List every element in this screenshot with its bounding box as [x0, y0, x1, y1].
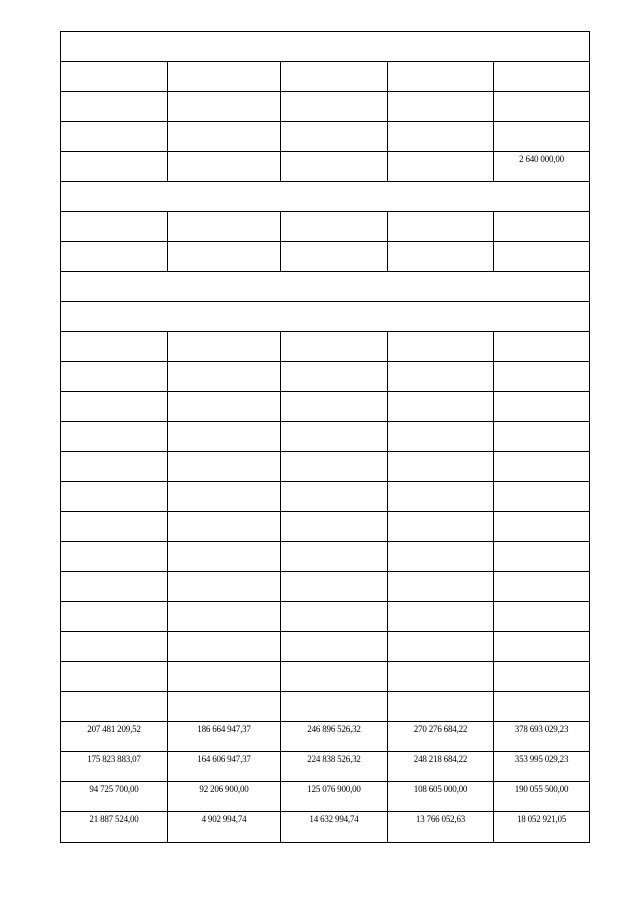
cell-value — [281, 422, 387, 425]
cell-value — [61, 632, 167, 635]
section-row — [61, 302, 590, 332]
table-cell — [388, 332, 494, 362]
cell-value: 246 896 526,32 — [307, 724, 361, 734]
table-cell — [168, 752, 281, 782]
cell-value: 94 725 700,00 — [89, 784, 139, 794]
section-cell — [61, 32, 590, 62]
table-cell — [281, 242, 388, 272]
table-cell — [388, 452, 494, 482]
cell-value — [168, 572, 280, 575]
table-cell — [388, 122, 494, 152]
table-cell — [281, 482, 388, 512]
cell-value — [388, 392, 493, 395]
table-cell — [281, 602, 388, 632]
cell-value — [61, 422, 167, 425]
cell-value — [61, 542, 167, 545]
table-row — [61, 512, 590, 542]
table-cell — [61, 92, 168, 122]
table-cell — [281, 332, 388, 362]
table-cell — [388, 512, 494, 542]
cell-value — [168, 452, 280, 455]
table-cell — [61, 362, 168, 392]
cell-value — [494, 242, 589, 245]
cell-value: 2 640 000,00 — [519, 154, 564, 164]
cell-value — [388, 242, 493, 245]
cell-value — [388, 512, 493, 515]
table-cell — [168, 542, 281, 572]
table-cell — [61, 782, 168, 812]
cell-value — [168, 422, 280, 425]
table-cell — [61, 332, 168, 362]
table-cell — [494, 542, 590, 572]
cell-value — [168, 92, 280, 95]
cell-value — [494, 602, 589, 605]
table-cell — [281, 362, 388, 392]
table-cell — [281, 752, 388, 782]
table-cell — [168, 452, 281, 482]
table-cell — [61, 722, 168, 752]
cell-value — [168, 122, 280, 125]
table-row — [61, 152, 590, 182]
table-cell — [61, 242, 168, 272]
table-cell — [168, 122, 281, 152]
cell-value — [61, 362, 167, 365]
cell-value — [61, 512, 167, 515]
table-cell — [281, 572, 388, 602]
cell-value: 4 902 994,74 — [201, 814, 247, 824]
cell-value — [388, 62, 493, 65]
cell-value — [168, 602, 280, 605]
table-cell — [168, 662, 281, 692]
cell-value — [168, 392, 280, 395]
cell-value: 190 055 500,00 — [514, 784, 569, 794]
cell-value: 248 218 684,22 — [413, 754, 468, 764]
table-body — [61, 32, 590, 843]
table-cell — [494, 722, 590, 752]
table-row — [61, 362, 590, 392]
cell-value — [281, 212, 387, 215]
table-cell — [61, 392, 168, 422]
table-cell — [494, 662, 590, 692]
table-cell — [388, 632, 494, 662]
table-cell — [61, 812, 168, 843]
cell-value — [168, 152, 280, 155]
table-cell — [281, 692, 388, 722]
table-cell — [168, 92, 281, 122]
table-cell — [168, 362, 281, 392]
table-cell — [388, 422, 494, 452]
table-cell — [494, 752, 590, 782]
cell-value — [281, 512, 387, 515]
cell-value — [494, 632, 589, 635]
table-cell — [281, 812, 388, 843]
cell-value — [61, 602, 167, 605]
table-cell — [281, 212, 388, 242]
table-row — [61, 632, 590, 662]
cell-value — [61, 572, 167, 575]
cell-value: 224 838 526,32 — [307, 754, 361, 764]
table-cell — [281, 662, 388, 692]
table-cell — [494, 512, 590, 542]
table-cell — [494, 392, 590, 422]
cell-value — [61, 662, 167, 665]
table-cell — [388, 362, 494, 392]
table-cell — [168, 782, 281, 812]
cell-value — [388, 482, 493, 485]
table-row — [61, 812, 590, 843]
table-cell — [281, 62, 388, 92]
cell-value — [168, 332, 280, 335]
cell-value — [168, 212, 280, 215]
cell-value: 18 052 921,05 — [516, 814, 567, 824]
table-row — [61, 602, 590, 632]
table-cell — [168, 602, 281, 632]
table-cell — [388, 572, 494, 602]
table-cell — [494, 692, 590, 722]
table-cell — [494, 92, 590, 122]
table-cell — [61, 692, 168, 722]
cell-value — [61, 212, 167, 215]
table-row — [61, 392, 590, 422]
cell-value — [61, 152, 167, 155]
table-cell — [61, 212, 168, 242]
cell-value — [494, 392, 589, 395]
table-cell — [168, 512, 281, 542]
cell-value — [494, 122, 589, 125]
table-cell — [388, 602, 494, 632]
table-cell — [281, 632, 388, 662]
table-cell — [168, 692, 281, 722]
cell-value — [61, 332, 167, 335]
table-cell — [494, 152, 590, 182]
cell-value — [494, 452, 589, 455]
table-row — [61, 662, 590, 692]
table-cell — [388, 812, 494, 843]
cell-value — [388, 332, 493, 335]
table-row — [61, 572, 590, 602]
table-cell — [281, 392, 388, 422]
cell-value — [168, 482, 280, 485]
cell-value: 207 481 209,52 — [87, 724, 141, 734]
cell-value — [388, 662, 493, 665]
cell-value — [388, 212, 493, 215]
cell-value — [281, 332, 387, 335]
cell-value — [61, 452, 167, 455]
table-cell — [61, 452, 168, 482]
table-row — [61, 122, 590, 152]
table-cell — [388, 542, 494, 572]
cell-value: 270 276 684,22 — [413, 724, 468, 734]
table-row — [61, 452, 590, 482]
table-cell — [168, 482, 281, 512]
cell-value — [388, 452, 493, 455]
cell-value — [168, 512, 280, 515]
cell-value — [168, 362, 280, 365]
cell-value — [494, 92, 589, 95]
table-cell — [388, 152, 494, 182]
table-cell — [281, 452, 388, 482]
table-cell — [388, 482, 494, 512]
table-cell — [494, 242, 590, 272]
cell-value — [281, 152, 387, 155]
cell-value — [388, 92, 493, 95]
section-row — [61, 182, 590, 212]
cell-value — [494, 212, 589, 215]
cell-value — [388, 692, 493, 695]
table-cell — [168, 812, 281, 843]
table-cell — [388, 392, 494, 422]
table-cell — [494, 452, 590, 482]
cell-value — [281, 452, 387, 455]
table-row — [61, 542, 590, 572]
table-cell — [61, 542, 168, 572]
cell-value — [494, 512, 589, 515]
cell-value — [494, 422, 589, 425]
section-cell — [61, 182, 590, 212]
table-cell — [61, 752, 168, 782]
section-cell — [61, 272, 590, 302]
cell-value — [168, 242, 280, 245]
table-cell — [281, 512, 388, 542]
table-cell — [388, 662, 494, 692]
cell-value — [61, 122, 167, 125]
table-cell — [494, 332, 590, 362]
cell-value — [388, 152, 493, 155]
cell-value: 164 606 947,37 — [197, 754, 251, 764]
cell-value — [61, 482, 167, 485]
table-cell — [168, 572, 281, 602]
table-cell — [168, 152, 281, 182]
cell-value — [281, 392, 387, 395]
table-row — [61, 332, 590, 362]
table-cell — [494, 812, 590, 843]
cell-value — [281, 92, 387, 95]
table-cell — [281, 122, 388, 152]
cell-value — [281, 122, 387, 125]
table-cell — [281, 152, 388, 182]
table-cell — [61, 512, 168, 542]
table-cell — [61, 62, 168, 92]
table-cell — [388, 62, 494, 92]
table-cell — [494, 62, 590, 92]
table-row — [61, 692, 590, 722]
table-cell — [61, 482, 168, 512]
table-cell — [168, 62, 281, 92]
cell-value — [388, 422, 493, 425]
table-row — [61, 62, 590, 92]
table-cell — [168, 722, 281, 752]
table-cell — [494, 602, 590, 632]
cell-value — [388, 362, 493, 365]
table-row — [61, 722, 590, 752]
cell-value — [281, 62, 387, 65]
cell-value: 378 693 029,23 — [514, 724, 569, 734]
table-cell — [494, 632, 590, 662]
cell-value — [61, 242, 167, 245]
cell-value — [281, 482, 387, 485]
cell-value — [281, 362, 387, 365]
cell-value — [168, 542, 280, 545]
cell-value: 92 206 900,00 — [199, 784, 249, 794]
cell-value — [168, 662, 280, 665]
table-cell — [281, 542, 388, 572]
table-cell — [388, 92, 494, 122]
cell-value — [494, 62, 589, 65]
cell-value — [281, 602, 387, 605]
table-cell — [388, 692, 494, 722]
cell-value — [281, 632, 387, 635]
cell-value — [61, 392, 167, 395]
table-cell — [281, 722, 388, 752]
cell-value: 175 823 883,07 — [87, 754, 141, 764]
cell-value — [168, 692, 280, 695]
cell-value — [281, 662, 387, 665]
table-row — [61, 92, 590, 122]
cell-value — [61, 62, 167, 65]
table-cell — [494, 482, 590, 512]
table-cell — [61, 572, 168, 602]
table-cell — [388, 212, 494, 242]
cell-value — [281, 542, 387, 545]
table-cell — [168, 422, 281, 452]
section-row — [61, 272, 590, 302]
section-cell — [61, 302, 590, 332]
table-cell — [388, 242, 494, 272]
table-cell — [61, 422, 168, 452]
cell-value — [281, 572, 387, 575]
cell-value — [494, 542, 589, 545]
table-cell — [494, 422, 590, 452]
table-cell — [388, 782, 494, 812]
cell-value — [494, 362, 589, 365]
cell-value: 108 605 000,00 — [413, 784, 468, 794]
cell-value — [388, 632, 493, 635]
table-cell — [281, 782, 388, 812]
table-row — [61, 242, 590, 272]
cell-value — [388, 572, 493, 575]
table-row — [61, 212, 590, 242]
table-cell — [494, 362, 590, 392]
table-row — [61, 422, 590, 452]
table-cell — [61, 122, 168, 152]
table-cell — [61, 632, 168, 662]
table-cell — [281, 92, 388, 122]
table-cell — [61, 662, 168, 692]
table-row — [61, 782, 590, 812]
cell-value — [494, 662, 589, 665]
table-cell — [61, 152, 168, 182]
table-row — [61, 752, 590, 782]
cell-value — [494, 482, 589, 485]
section-row — [61, 32, 590, 62]
cell-value — [388, 542, 493, 545]
table-cell — [168, 632, 281, 662]
table-cell — [388, 722, 494, 752]
table-cell — [494, 782, 590, 812]
table-cell — [494, 122, 590, 152]
cell-value — [281, 692, 387, 695]
table-cell — [281, 422, 388, 452]
cell-value — [61, 92, 167, 95]
financial-table — [60, 31, 590, 843]
cell-value — [388, 602, 493, 605]
cell-value — [168, 62, 280, 65]
table-cell — [168, 332, 281, 362]
cell-value — [168, 632, 280, 635]
table-row — [61, 482, 590, 512]
table-cell — [494, 572, 590, 602]
cell-value: 21 887 524,00 — [89, 814, 139, 824]
table-cell — [168, 212, 281, 242]
cell-value: 13 766 052,63 — [415, 814, 466, 824]
table-cell — [168, 392, 281, 422]
cell-value: 353 995 029,23 — [514, 754, 569, 764]
table-cell — [168, 242, 281, 272]
table-cell — [388, 752, 494, 782]
cell-value — [281, 242, 387, 245]
cell-value — [494, 692, 589, 695]
cell-value: 125 076 900,00 — [307, 784, 361, 794]
cell-value: 14 632 994,74 — [309, 814, 359, 824]
cell-value — [494, 572, 589, 575]
cell-value — [388, 122, 493, 125]
table-cell — [494, 212, 590, 242]
cell-value: 186 664 947,37 — [197, 724, 251, 734]
cell-value — [61, 692, 167, 695]
table-cell — [61, 602, 168, 632]
cell-value — [494, 332, 589, 335]
